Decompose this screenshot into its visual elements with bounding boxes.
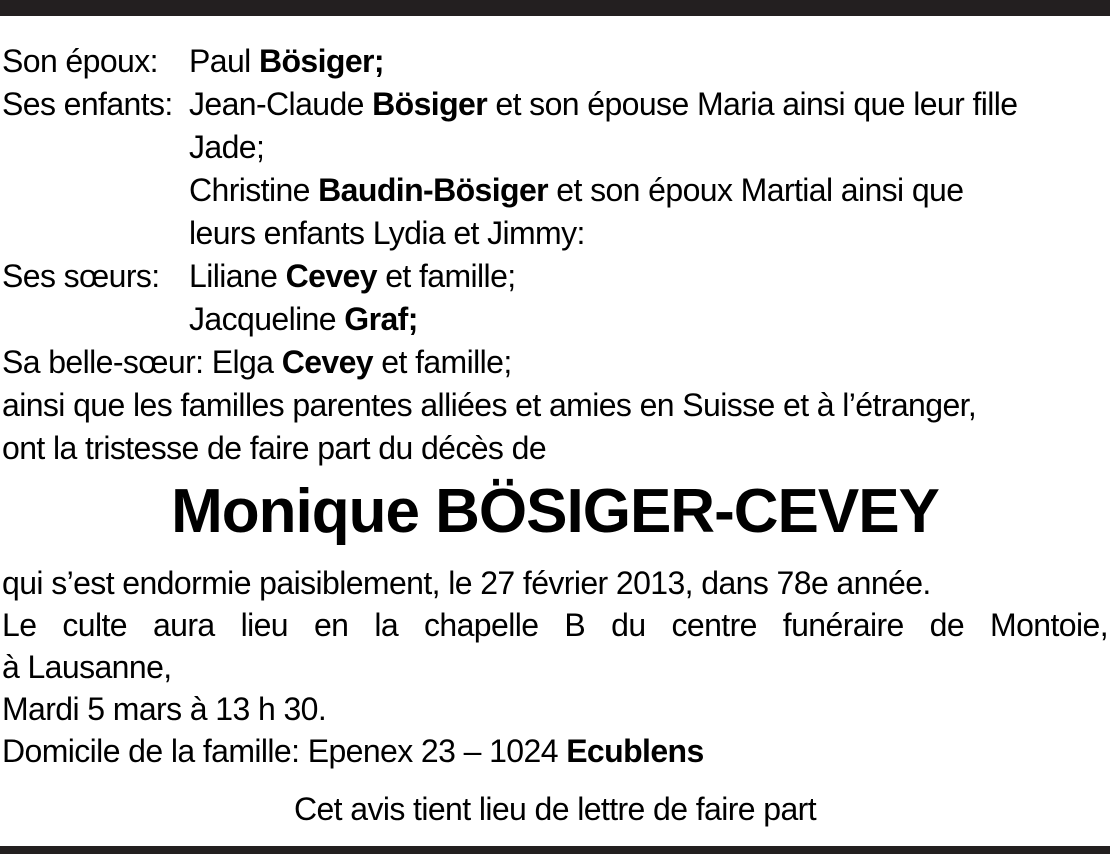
- child-1-cont: Jade;: [189, 129, 265, 165]
- sisters-value: [189, 255, 1108, 341]
- child-1-last: Bösiger: [372, 86, 488, 122]
- child-2-line: [189, 169, 1108, 212]
- child-1-first: Jean-Claude: [189, 86, 373, 122]
- children-row: [2, 83, 1108, 255]
- family-list: [2, 40, 1108, 470]
- sister-in-law-line: [2, 341, 1108, 384]
- child-1-rest: et son épouse Maria ainsi que leur fille: [487, 86, 1018, 122]
- sister-in-law-last: Cevey: [281, 344, 373, 380]
- spouse-row: [2, 40, 1108, 83]
- children-value: [189, 83, 1108, 255]
- spouse-first-name: Paul: [189, 43, 259, 79]
- announce-line: ont la tristesse de faire part du décès de: [2, 430, 547, 466]
- spouse-value: [189, 40, 1108, 83]
- footer-note: Cet avis tient lieu de lettre de faire part: [293, 791, 817, 827]
- service-line-2: à Lausanne,: [2, 649, 172, 685]
- passing-line: qui s’est endormie paisiblement, le 27 février 2013, dans 78e année.: [2, 565, 931, 601]
- sister-2-last: Graf;: [344, 301, 418, 337]
- sister-1-line: [189, 255, 1108, 298]
- sister-in-law-rest: et famille;: [373, 344, 512, 380]
- sister-1-rest: et famille;: [376, 258, 516, 294]
- sister-in-law-label: Sa belle-sœur: Elga: [2, 344, 282, 380]
- child-2-cont: leurs enfants Lydia et Jimmy:: [189, 215, 585, 251]
- spouse-last-name: Bösiger;: [258, 43, 384, 79]
- sister-1-first: Liliane: [189, 258, 286, 294]
- domicile-prefix: Domicile de la famille: Epenex 23 – 1024: [2, 733, 567, 769]
- spouse-label: Son époux:: [2, 43, 158, 79]
- child-2-rest: et son époux Martial ainsi que: [548, 172, 964, 208]
- domicile-town: Ecublens: [566, 733, 704, 769]
- deceased-name: Monique BÖSIGER-CEVEY: [171, 477, 939, 546]
- families-line: ainsi que les familles parentes alliées et amies en Suisse et à l’étranger,: [2, 387, 977, 423]
- sister-2-first: Jacqueline: [189, 301, 345, 337]
- bottom-rule: [0, 846, 1110, 854]
- sister-2-line: [189, 298, 1108, 341]
- service-line-1: Le culte aura lieu en la chapelle B du centre funéraire de Montoie,: [2, 607, 1108, 643]
- top-rule: [0, 0, 1110, 16]
- domicile-line: [2, 730, 1108, 772]
- service-date: Mardi 5 mars à 13 h 30.: [2, 691, 327, 727]
- child-2-last: Baudin-Bösiger: [318, 172, 549, 208]
- sisters-row: [2, 255, 1108, 341]
- children-label: Ses enfants:: [2, 86, 173, 122]
- service-details: [2, 562, 1108, 772]
- sister-1-last: Cevey: [285, 258, 377, 294]
- child-1-line: [189, 83, 1108, 126]
- child-2-first: Christine: [189, 172, 319, 208]
- sisters-label: Ses sœurs:: [2, 258, 160, 294]
